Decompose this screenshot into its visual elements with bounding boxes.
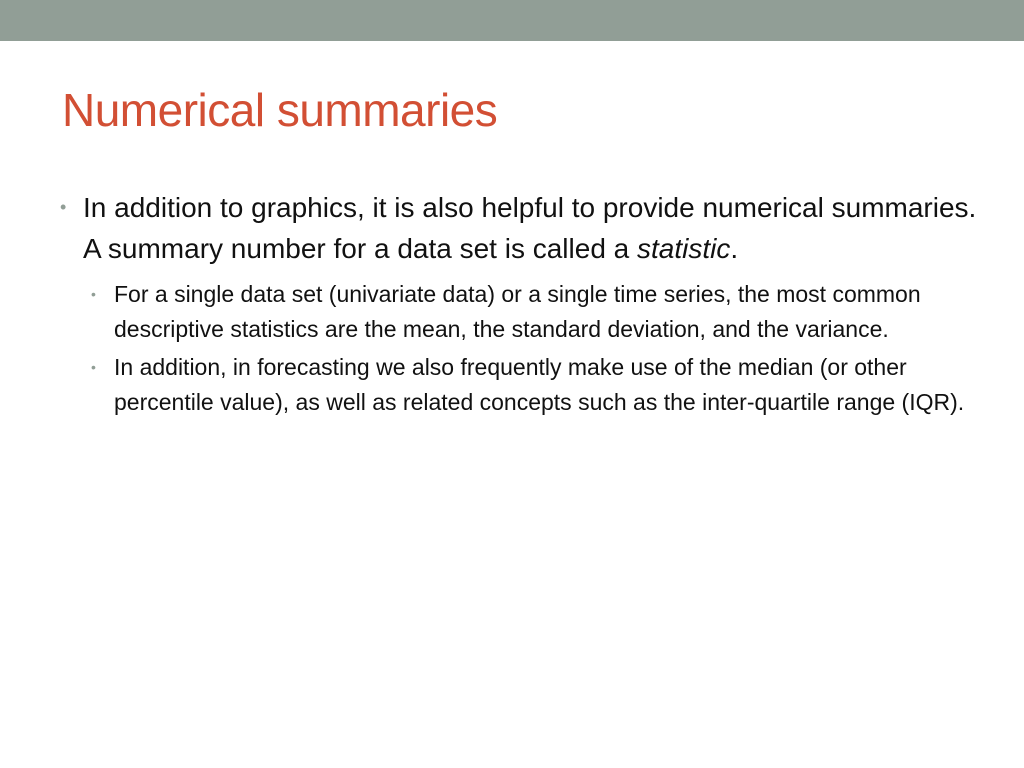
bullet-text-end: . [730,233,739,264]
bullet-text [83,187,978,269]
sub-bullet-marker: • [91,286,96,302]
sub-bullet-item [83,350,978,420]
bullet-marker: • [60,197,67,217]
header-band [0,0,1024,41]
bullet-item [58,187,978,420]
bullet-list [58,187,978,423]
bullet-text-emphasis: statistic [637,233,731,264]
slide-title: Numerical summaries [62,84,498,136]
sub-bullet-text: In addition, in forecasting we also frequently make use of the median (or other percentile value), as well as related concepts such as the inter-quartile range (IQR). [114,354,965,415]
sub-bullet-text: For a single data set (univariate data) or a single time series, the most common descriptive statistics are the mean, the standard deviation, and the variance. [114,281,921,342]
sub-bullet-list [83,277,978,420]
bullet-text-lead: In addition to graphics, it is also helpful to provide numerical summaries. A summary number for a data set is called a [83,192,977,264]
sub-bullet-item [83,277,978,347]
sub-bullet-marker: • [91,359,96,375]
